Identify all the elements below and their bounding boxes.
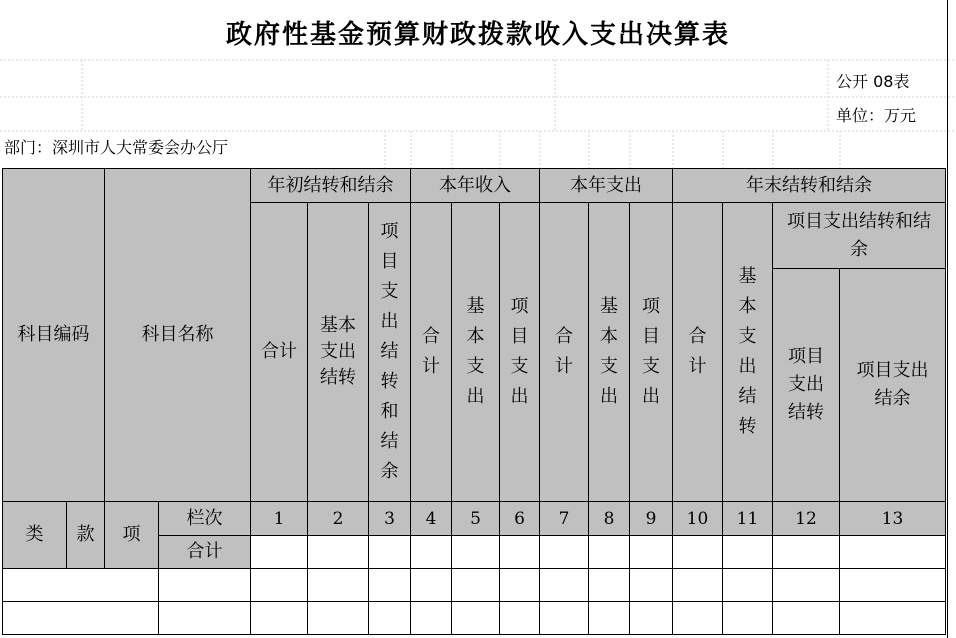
table-cell[interactable] xyxy=(411,569,452,602)
table-cell[interactable] xyxy=(369,569,411,602)
table-cell[interactable] xyxy=(840,569,946,602)
col-end-project-carry: 项目支出结转 xyxy=(773,269,840,502)
col-end-basic-carry: 基本支出结转 xyxy=(723,203,773,502)
header-end-balance: 年末结转和结余 xyxy=(673,169,946,203)
col-number: 9 xyxy=(630,502,673,536)
page-title: 政府性基金预算财政拨款收入支出决算表 xyxy=(225,20,730,50)
table-cell[interactable] xyxy=(369,536,411,569)
header-subject-code: 科目编码 xyxy=(3,169,105,502)
col-begin-project-carry-balance: 项目支出结转和结余 xyxy=(369,203,411,502)
table-cell[interactable] xyxy=(251,602,308,635)
table-cell[interactable] xyxy=(369,602,411,635)
table-cell[interactable] xyxy=(673,569,723,602)
table-cell[interactable] xyxy=(540,602,589,635)
table-cell[interactable] xyxy=(630,569,673,602)
header-expense: 本年支出 xyxy=(540,169,673,203)
table-cell[interactable] xyxy=(540,569,589,602)
header-begin-balance: 年初结转和结余 xyxy=(251,169,411,203)
col-number: 7 xyxy=(540,502,589,536)
col-number: 4 xyxy=(411,502,452,536)
col-income-basic: 基本支出 xyxy=(452,203,500,502)
table-cell[interactable] xyxy=(773,536,840,569)
department-label: 部门：深圳市人大常委会办公厅 xyxy=(4,138,229,157)
col-number: 12 xyxy=(773,502,840,536)
table-cell[interactable] xyxy=(840,536,946,569)
fund-budget-table xyxy=(2,168,946,635)
unit-label: 单位：万元 xyxy=(836,106,917,125)
col-number: 10 xyxy=(673,502,723,536)
col-number: 5 xyxy=(452,502,500,536)
table-cell[interactable] xyxy=(773,569,840,602)
table-cell[interactable] xyxy=(308,536,369,569)
table-cell[interactable] xyxy=(723,602,773,635)
label-column-index: 栏次 xyxy=(159,502,251,536)
header-income: 本年收入 xyxy=(411,169,540,203)
table-cell[interactable] xyxy=(630,602,673,635)
col-number: 13 xyxy=(840,502,946,536)
col-end-total: 合计 xyxy=(673,203,723,502)
col-number: 11 xyxy=(723,502,773,536)
header-end-project-group: 项目支出结转和结余 xyxy=(773,203,946,269)
table-cell[interactable] xyxy=(540,536,589,569)
col-expense-total: 合计 xyxy=(540,203,589,502)
table-cell[interactable] xyxy=(251,536,308,569)
table-cell[interactable] xyxy=(251,569,308,602)
label-xiang: 项 xyxy=(105,502,159,569)
col-expense-basic: 基本支出 xyxy=(589,203,630,502)
col-number: 8 xyxy=(589,502,630,536)
table-cell[interactable] xyxy=(589,569,630,602)
col-number: 3 xyxy=(369,502,411,536)
col-expense-project: 项目支出 xyxy=(630,203,673,502)
table-cell[interactable] xyxy=(589,536,630,569)
col-number: 2 xyxy=(308,502,369,536)
table-cell[interactable] xyxy=(500,602,540,635)
table-row xyxy=(3,569,946,602)
table-cell[interactable] xyxy=(840,602,946,635)
table-cell[interactable] xyxy=(308,602,369,635)
label-kuan: 款 xyxy=(67,502,105,569)
header-subject-name: 科目名称 xyxy=(105,169,251,502)
table-cell[interactable] xyxy=(723,569,773,602)
col-begin-basic-carry: 基本支出结转 xyxy=(308,203,369,502)
label-lei: 类 xyxy=(3,502,67,569)
table-cell[interactable] xyxy=(673,602,723,635)
table-cell[interactable] xyxy=(159,602,251,635)
table-cell[interactable] xyxy=(773,602,840,635)
form-number: 公开 08表 xyxy=(836,72,910,91)
label-total-row: 合计 xyxy=(159,536,251,569)
table-cell[interactable] xyxy=(452,602,500,635)
table-cell[interactable] xyxy=(308,569,369,602)
table-cell[interactable] xyxy=(452,569,500,602)
col-income-project: 项目支出 xyxy=(500,203,540,502)
table-cell[interactable] xyxy=(411,536,452,569)
col-income-total: 合计 xyxy=(411,203,452,502)
table-cell[interactable] xyxy=(500,569,540,602)
col-number: 1 xyxy=(251,502,308,536)
table-row xyxy=(3,602,946,635)
col-end-project-balance: 项目支出结余 xyxy=(840,269,946,502)
sheet-right-border xyxy=(947,0,948,638)
table-cell[interactable] xyxy=(3,602,159,635)
col-begin-total: 合计 xyxy=(251,203,308,502)
table-cell[interactable] xyxy=(452,536,500,569)
table-cell[interactable] xyxy=(411,602,452,635)
table-cell[interactable] xyxy=(3,569,159,602)
col-number: 6 xyxy=(500,502,540,536)
table-cell[interactable] xyxy=(159,569,251,602)
table-cell[interactable] xyxy=(500,536,540,569)
table-cell[interactable] xyxy=(630,536,673,569)
table-cell[interactable] xyxy=(673,536,723,569)
table-cell[interactable] xyxy=(723,536,773,569)
table-cell[interactable] xyxy=(589,602,630,635)
